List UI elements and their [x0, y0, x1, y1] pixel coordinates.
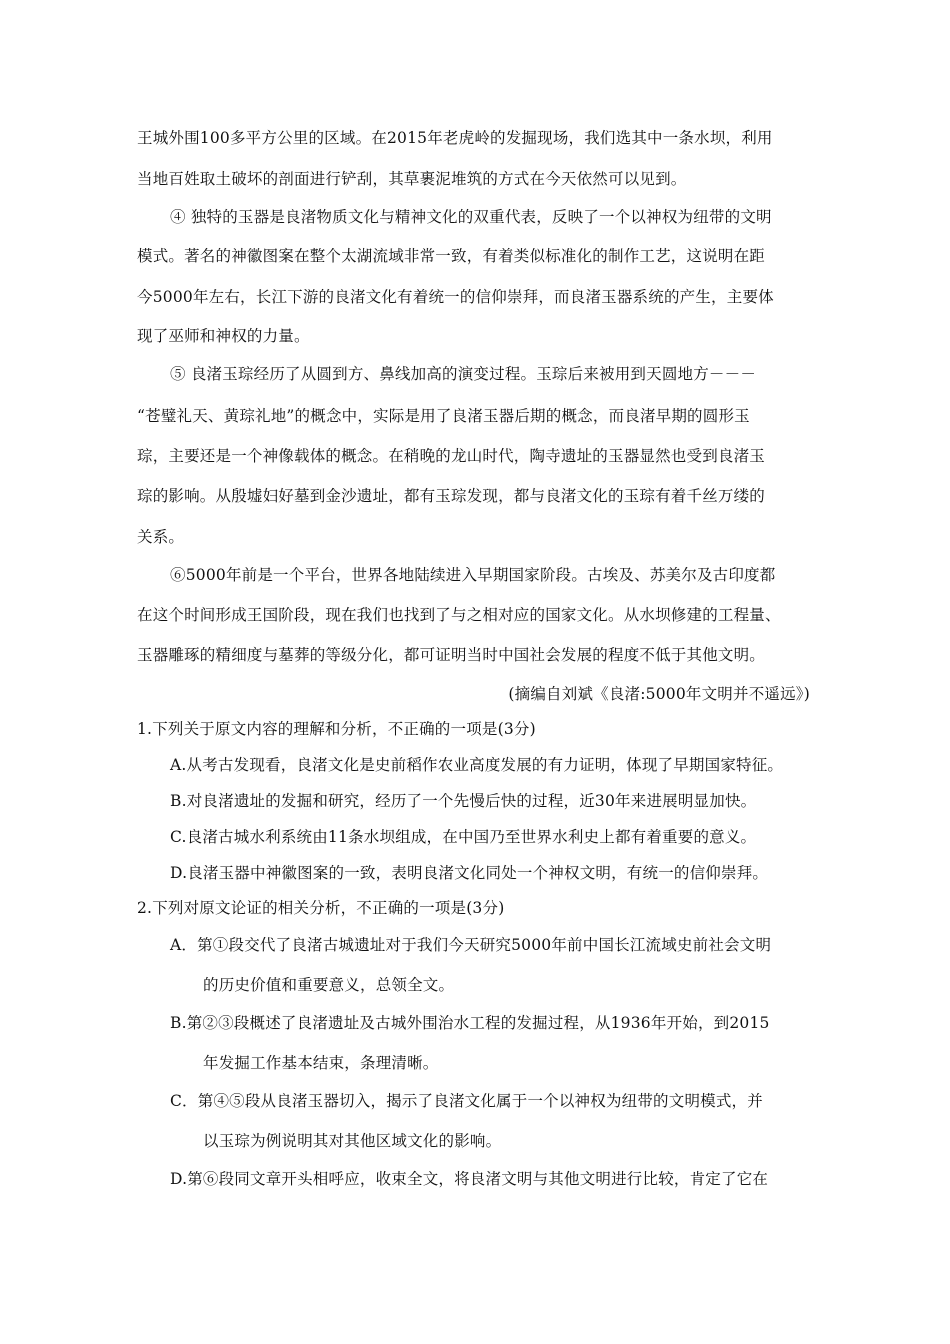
paragraph-line: 关系。	[137, 528, 185, 546]
paragraph-line: 当地百姓取土破坏的剖面进行铲刮，其草裹泥堆筑的方式在今天依然可以见到。	[137, 170, 687, 188]
paragraph-4-start: ④ 独特的玉器是良渚物质文化与精神文化的双重代表，反映了一个以神权为纽带的文明	[170, 208, 772, 226]
paragraph-line: 在这个时间形成王国阶段，现在我们也找到了与之相对应的国家文化。从水坝修建的工程量、	[137, 606, 781, 624]
question-2-option-c: C．第④⑤段从良渚玉器切入，揭示了良渚文化属于一个以神权为纽带的文明模式，并	[170, 1092, 763, 1110]
question-1-stem: 1.下列关于原文内容的理解和分析，不正确的一项是(3分)	[137, 720, 536, 738]
paragraph-line: 琮的影响。从殷墟妇好墓到金沙遗址，都有玉琮发现，都与良渚文化的玉琮有着千丝万缕的	[137, 487, 766, 505]
paragraph-line: 玉器雕琢的精细度与墓葬的等级分化，都可证明当时中国社会发展的程度不低于其他文明。	[137, 646, 766, 664]
source-citation: (摘编自刘斌《良渚:5000年文明并不遥远》)	[508, 685, 810, 703]
question-2-stem: 2.下列对原文论证的相关分析，不正确的一项是(3分)	[137, 899, 505, 917]
question-2-option-d: D.第⑥段同文章开头相呼应，收束全文，将良渚文明与其他文明进行比较，肯定了它在	[170, 1170, 769, 1188]
question-1-option-d: D.良渚玉器中神徽图案的一致，表明良渚文化同处一个神权文明，有统一的信仰崇拜。	[170, 864, 769, 882]
paragraph-5-start: ⑤ 良渚玉琮经历了从圆到方、鼻线加高的演变过程。玉琮后来被用到天圆地方－－－	[170, 365, 757, 383]
question-2-option-b: B.第②③段概述了良渚遗址及古城外围治水工程的发掘过程，从1936年开始，到2015	[170, 1014, 770, 1032]
question-2-option-c-cont: 以玉琮为例说明其对其他区域文化的影响。	[203, 1132, 502, 1150]
question-2-option-a: A．第①段交代了良渚古城遗址对于我们今天研究5000年前中国长江流域史前社会文明	[170, 936, 772, 954]
paragraph-line: 琮，主要还是一个神像载体的概念。在稍晚的龙山时代，陶寺遗址的玉器显然也受到良渚玉	[137, 447, 766, 465]
paragraph-line: 现了巫师和神权的力量。	[137, 327, 310, 345]
question-2-option-b-cont: 年发掘工作基本结束，条理清晰。	[203, 1054, 439, 1072]
paragraph-line: 今5000年左右，长江下游的良渚文化有着统一的信仰崇拜，而良渚玉器系统的产生，主要体	[137, 288, 774, 306]
question-2-option-a-cont: 的历史价值和重要意义，总领全文。	[203, 976, 455, 994]
question-1-option-b: B.对良渚遗址的发掘和研究，经历了一个先慢后快的过程，近30年来进展明显加快。	[170, 792, 757, 810]
paragraph-line: 王城外围100多平方公里的区域。在2015年老虎岭的发掘现场，我们选其中一条水坝，利用	[137, 129, 773, 147]
paragraph-line: 模式。著名的神徽图案在整个太湖流域非常一致，有着类似标准化的制作工艺，这说明在距	[137, 247, 766, 265]
question-1-option-a: A.从考古发现看，良渚文化是史前稻作农业高度发展的有力证明，体现了早期国家特征。	[170, 756, 784, 774]
paragraph-line: “苍璧礼天、黄琮礼地”的概念中，实际是用了良渚玉器后期的概念，而良渚早期的圆形玉	[137, 407, 750, 425]
paragraph-6-start: ⑥5000年前是一个平台，世界各地陆续进入早期国家阶段。古埃及、苏美尔及古印度都	[170, 566, 776, 584]
question-1-option-c: C.良渚古城水利系统由11条水坝组成，在中国乃至世界水利史上都有着重要的意义。	[170, 828, 757, 846]
